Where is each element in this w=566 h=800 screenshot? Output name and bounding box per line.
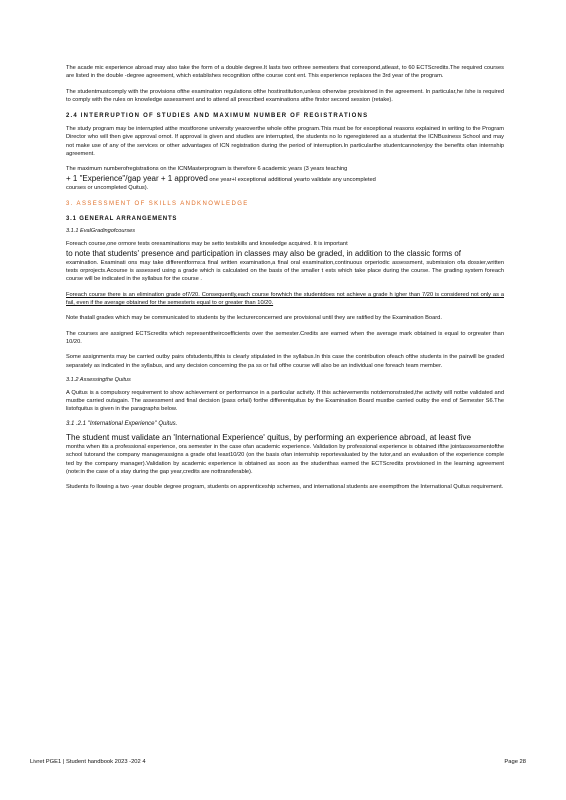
text-fragment: courses or uncompleted Quitus). <box>66 184 149 191</box>
paragraph-ects-credits: The courses are assigned ECTScredits which representtheircoefficients over the semester.Credits are earned when the average mark obtained is equal to orgreater than 10/20. <box>66 330 504 345</box>
text-large-fragment: to note that students' presence and participation in classes may also be graded, in addition to the classic forms of <box>66 248 461 258</box>
heading-2-4: 2.4 INTERRUPTION OF STUDIES AND MAXIMUM NUMBER OF REGISTRATIONS <box>66 113 369 120</box>
paragraph-exam-regulations: The studentmustcomply with the provisions ofthe examination regulations ofthe hostinstitution,unless otherwise provisioned in the agreement. In particular,he /she is required to comply with the rules on knowledge assessment and to attend all prescribed examinations atthe firstor second session (retake). <box>66 88 504 103</box>
text-fragment: Foreach course,one ormore tests orexaminations may be setto testskills and knowledge acquired. It is important <box>66 241 348 248</box>
paragraph-international-experience <box>66 433 504 476</box>
text-fragment: examination. Examinati ons may take differentforms:a final written examination,a final oral examination,continuous orperiodic assessment, submission ofa dossier,written tests orprojects.Acourse is assessed using a grade which is calculated on the basis of the smaller t ests which take place during the course. The grading system foreach course will be indicated in the syllabus for the course . <box>66 259 504 283</box>
text-fragment: one year+l exceptional additional yearto validate any uncompleted <box>209 176 376 183</box>
paragraph-pair-assignments: Some assignments may be carried outby pairs ofstudents,ifthis is clearly stipulated in the syllabus.In this case the contribution ofeach ofthe students in the pairwill be graded separately as indicated in the syllabus, and any decision concerning the pa ss or fail ofthe course will also be an individual one foreach team member. <box>66 354 504 369</box>
heading-3-1-1: 3.1.1 EvalGradingofcourses <box>66 228 136 235</box>
heading-3-1-2-1: 3.1 .2.1 "International Experience" Quitus. <box>66 420 178 427</box>
text-fragment: months when itis a professional experience, ora semester in the case ofan academic experience. Validation by professional experience is obtained ifthe jointassessmentofthe school tutorand the company managerassigns a grade ofat least10/20 (on the basis ofan internship reportevaluated by the tutor,and an evaluation of the experience comple ted by the company manager).Validation by academic experience is obtained as soon as the studenthas earned the ECTScredits provisioned in the learning agreement (note:in the case of a stay during the gap year,credits are nottransferable). <box>66 444 504 475</box>
paragraph-double-degree: The acade mic experience abroad may also take the form of a double degree.It lasts two orthree semesters that correspond,atleast, to 60 ECTScredits.The required courses are listed in the double -degree agreement, which establishes recognition ofthe course cont ent. This experience replaces the 3rd year of the program. <box>66 65 504 80</box>
footer-left: Livret PGE1 | Student handbook 2023 -202 4 <box>30 759 146 765</box>
text-large-fragment: The student must validate an 'International Experience' quitus, by performing an experience abroad, at least five <box>66 432 472 442</box>
paragraph-quitus: A Quitus is a compulsory requirement to show achievement or performance in a particular activity. If this achievementis notdemonstrated,the activity will notbe validated and mustbe carried outagain. The assessment and final decision (pass orfail) forthe differentquitus by the Examination Board mustbe carried outby the end of Semester S6.The listofquitus is given in the paragraphs below. <box>66 389 504 413</box>
page-footer <box>30 759 526 765</box>
heading-3-1: 3.1 GENERAL ARRANGEMENTS <box>66 216 178 223</box>
text-fragment: The maximum numberofregistrations on the ICNMasterprogram is therefore 6 academic years (3 years teaching <box>66 166 348 173</box>
paragraph-course-tests <box>66 240 504 283</box>
heading-3-1-2: 3.1.2 Assessingthe Quitus <box>66 376 131 383</box>
text-large-fragment: + 1 "Experience"/gap year + 1 approved <box>66 173 208 183</box>
heading-3: 3. ASSESSMENT OF SKILLS ANDKNOWLEDGE <box>66 201 249 208</box>
page-number: Page 28 <box>504 759 526 765</box>
paragraph-provisional-grades: Note thatall grades which may be communicated to students by the lecturerconcerned are provisional until they are ratified by the Examination Board. <box>66 315 442 322</box>
paragraph-elimination-grade: Foreach course there is an elimination grade of7/20. Consequently,each course forwhich the studentdoes not achieve a grade h igher than 7/20 is considered not only as a fail, even if the average obtained for the semesteris equal to or greater than 10/20. <box>66 291 504 307</box>
paragraph-exemptions: Students fo llowing a two -year double degree program, students on apprenticeship schemes, and international students are exemptfrom the International Quitus requirement. <box>66 484 504 491</box>
paragraph-max-registrations <box>66 165 504 192</box>
document-body <box>66 64 504 499</box>
paragraph-interruption: The study program may be interrupted atthe mostforone university yearoverthe whole ofthe program.This must be for exceptional reasons explained in writing to the Program Director who will then give approval ornot. If approval is given and studies are interrupted, the students no lo ngeregistered as a studentat the ICNBusiness School and may not make use of any of the services or other advantages of ICN registration during the period of interruption.In particularthe studentcannotenjoy the benefits ofan internship agreement. <box>66 126 504 158</box>
